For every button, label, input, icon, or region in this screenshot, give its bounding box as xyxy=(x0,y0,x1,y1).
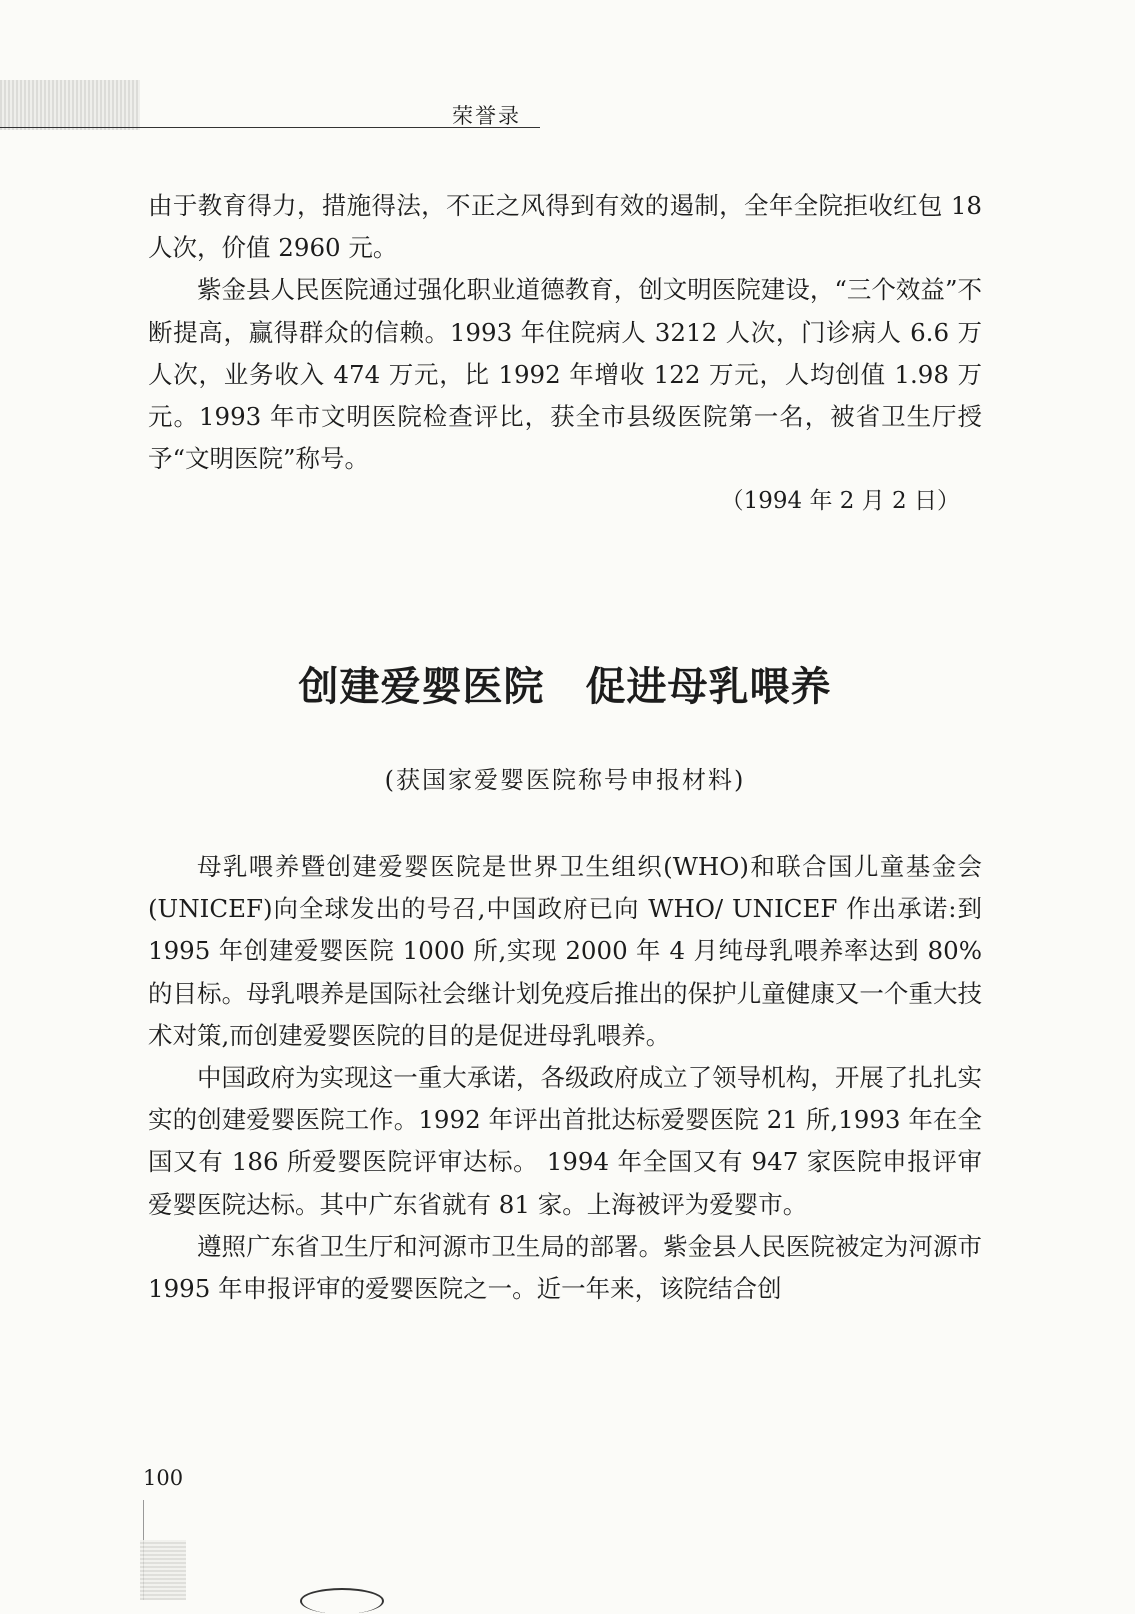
binding-hole-mark xyxy=(300,1588,384,1614)
page-number: 100 xyxy=(143,1466,184,1490)
running-header: 荣誉录 xyxy=(452,104,521,128)
paragraph: 母乳喂养暨创建爱婴医院是世界卫生组织(WHO)和联合国儿童基金会(UNICEF)向全球发出的号召,中国政府已向 WHO/ UNICEF 作出承诺:到 1995 年创建爱婴医院 1000 所,实现 2000 年 4 月纯母乳喂养率达到 80%的目标。母乳喂养是国际社会继计划免疫后推出的保护儿童健康又一个重大技术对策,而创建爱婴医院的目的是促进母乳喂养。 xyxy=(148,852,982,1050)
section-previous-article xyxy=(148,185,982,523)
paragraph: 中国政府为实现这一重大承诺，各级政府成立了领导机构，开展了扎扎实实的创建爱婴医院工作。1992 年评出首批达标爱婴医院 21 所,1993 年在全国又有 186 所爱婴医院评审达标。 1994 年全国又有 947 家医院申报评审爱婴医院达标。其中广东省就有 81 家。上海被评为爱婴市。 xyxy=(148,1063,982,1219)
header-rule xyxy=(0,127,540,128)
paragraph: 遵照广东省卫生厅和河源市卫生局的部署。紫金县人民医院被定为河源市 1995 年申报评审的爱婴医院之一。近一年来，该院结合创 xyxy=(148,1231,982,1304)
paragraph: 由于教育得力，措施得法，不正之风得到有效的遏制，全年全院拒收红包 18 人次，价值 2960 元。 xyxy=(148,191,982,263)
article-title: 创建爱婴医院 促进母乳喂养 xyxy=(298,664,832,710)
article-date: （1994 年 2 月 2 日） xyxy=(720,488,960,515)
scan-edge-artifact xyxy=(0,80,140,130)
article-subtitle: (获国家爱婴医院称号申报材料) xyxy=(384,766,746,794)
scan-edge-artifact xyxy=(140,1540,186,1600)
paragraph: 紫金县人民医院通过强化职业道德教育，创文明医院建设，“三个效益”不断提高，赢得群众的信赖。1993 年住院病人 3212 人次，门诊病人 6.6 万人次，业务收入 474 万元，比 1992 年增收 122 万元，人均创值 1.98 万元。1993 年市文明医院检查评比，获全市县级医院第一名，被省卫生厅授予“文明医院”称号。 xyxy=(148,275,982,474)
article-body xyxy=(148,846,982,1310)
